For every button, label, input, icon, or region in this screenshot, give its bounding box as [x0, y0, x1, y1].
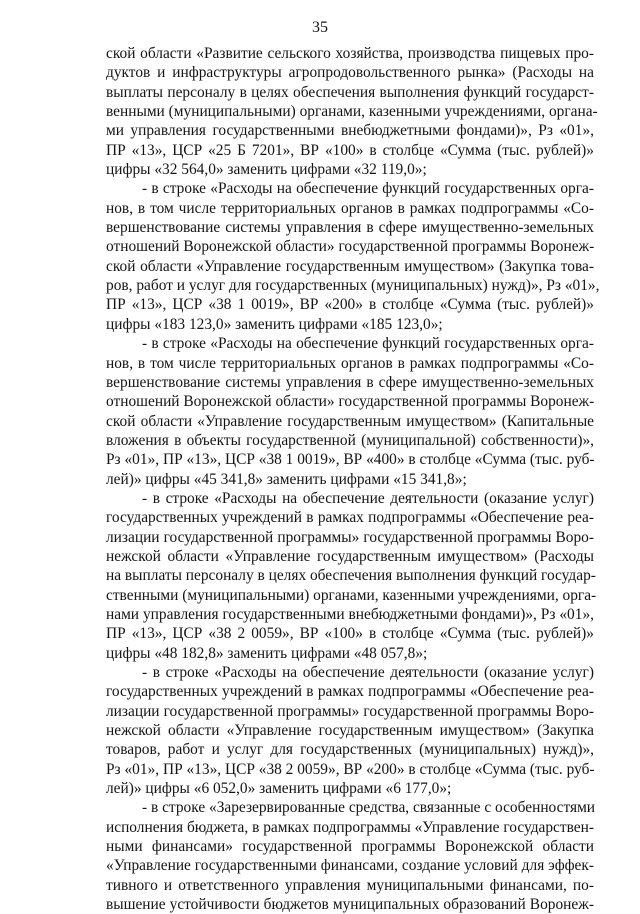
text-line: товаров, работ и услуг для государственных (муниципальных) нужд)», [106, 741, 594, 759]
text-line: вложения в объекты государственной (муниципальной) собственности)», [106, 431, 594, 449]
text-line: - в строке «Зарезервированные средства, связанные с особенностями [142, 799, 596, 817]
text-line: на выплаты персоналу в целях обеспечения выполнения функций государ- [106, 567, 596, 585]
text-line: венными (муниципальными) органами, казенными учреждениями, органа- [106, 103, 598, 121]
text-line: «Управление государственными финансами, создание условий для эффек- [106, 857, 594, 875]
text-line: исполнения бюджета, в рамках подпрограммы «Управление государствен- [106, 818, 594, 836]
text-line: нами управления государственными внебюджетными фондами)», Рз «01», [106, 605, 594, 623]
text-line: цифры «32 564,0» заменить цифрами «32 119,0»; [106, 161, 427, 179]
text-line: отношений Воронежской области» государственной программы Воронеж- [106, 393, 595, 411]
text-line: тивного и ответственного управления муниципальными финансами, по- [106, 876, 594, 894]
text-line: лей)» цифры «6 052,0» заменить цифрами «6 177,0»; [106, 780, 452, 798]
text-line: отношений Воронежской области» государственной программы Воронеж- [106, 238, 595, 256]
text-line: ПР «13», ЦСР «25 Б 7201», ВР «100» в столбце «Сумма (тыс. рублей)» [106, 141, 594, 159]
text-line: вершенствование системы управления в сфере имущественно-земельных [106, 219, 594, 237]
text-line: ными финансами» государственной программы Воронежской области [106, 838, 594, 856]
text-line: нов, в том числе территориальных органов в рамках подпрограммы «Со- [106, 354, 594, 372]
text-line: - в строке «Расходы на обеспечение деятельности (оказание услуг) [142, 664, 594, 681]
text-line: ров, работ и услуг для государственных (муниципальных) нужд)», Рз «01», [106, 277, 600, 295]
text-line: нежской области «Управление государственным имуществом» (Расходы [106, 547, 594, 565]
text-line: нов, в том числе территориальных органов в рамках подпрограммы «Со- [106, 199, 594, 217]
text-line: ми управления государственными внебюджетными фондами)», Рз «01», [106, 122, 594, 140]
text-line: лей)» цифры «45 341,8» заменить цифрами «15 341,8»; [106, 470, 467, 488]
text-line: ПР «13», ЦСР «38 2 0059», ВР «100» в столбце «Сумма (тыс. рублей)» [106, 625, 594, 643]
text-line: ской области «Управление государственным имуществом» (Капитальные [106, 412, 594, 430]
text-line: ПР «13», ЦСР «38 1 0019», ВР «200» в столбце «Сумма (тыс. рублей)» [106, 296, 594, 314]
page-number: 35 [312, 19, 328, 36]
text-line: государственных учреждений в рамках подпрограммы «Обеспечение реа- [106, 683, 594, 701]
text-line: государственных учреждений в рамках подпрограммы «Обеспечение реа- [106, 509, 594, 527]
text-line: цифры «48 182,8» заменить цифрами «48 057,8»; [106, 644, 428, 662]
text-line: Рз «01», ПР «13», ЦСР «38 1 0019», ВР «400» в столбце «Сумма (тыс. руб- [106, 451, 595, 469]
text-line: нежской области «Управление государственным имуществом» (Закупка [106, 722, 594, 740]
text-line: вершенствование системы управления в сфере имущественно-земельных [106, 373, 594, 391]
text-line: - в строке «Расходы на обеспечение функций государственных орга- [142, 335, 594, 353]
text-line: - в строке «Расходы на обеспечение функций государственных орга- [142, 180, 594, 198]
text-line: вышение устойчивости бюджетов муниципальных образований Воронеж- [106, 896, 594, 914]
document-body [106, 44, 600, 914]
text-line: ственными (муниципальными) органами, казенными учреждениями, орга- [106, 586, 597, 604]
text-line: выплаты персоналу в целях обеспечения выполнения функций государст- [106, 83, 594, 101]
text-line: Рз «01», ПР «13», ЦСР «38 2 0059», ВР «200» в столбце «Сумма (тыс. руб- [106, 760, 595, 778]
text-line: дуктов и инфраструктуры агропродовольственного рынка» (Расходы на [106, 64, 594, 82]
text-line: лизации государственной программы» государственной программы Воро- [106, 702, 594, 720]
text-line: лизации государственной программы» государственной программы Воро- [106, 528, 594, 546]
text-line: - в строке «Расходы на обеспечение деятельности (оказание услуг) [142, 489, 594, 507]
text-line: цифры «183 123,0» заменить цифрами «185 123,0»; [106, 315, 443, 333]
text-line: ской области «Развитие сельского хозяйства, производства пищевых про- [106, 45, 594, 62]
text-line: ской области «Управление государственным имуществом» (Закупка това- [106, 257, 594, 275]
